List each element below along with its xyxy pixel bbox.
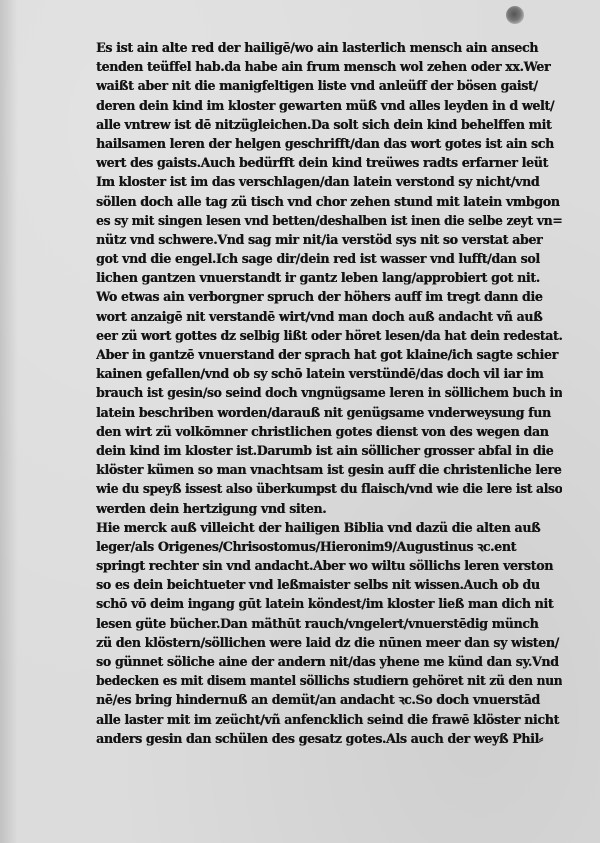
text-line: brauch ist gesin/so seind doch vngnügsame leren in söllichem buch in [96,385,562,401]
text-line: alle laster mit im zeücht/vñ anfencklich seind die frawē klöster nicht [96,711,559,727]
text-line: so es dein beichtueter vnd leßmaister selbs nit wissen.Auch ob du [96,577,540,593]
text-line: Es ist ain alte red der hailigē/wo ain lasterlich mensch ain ansech [96,40,539,55]
text-line: wort anzaigē nit verstandē wirt/vnd man doch auß andacht vñ auß [96,308,543,324]
text-line: Im kloster ist im das verschlagen/dan latein verstond sy nicht/vnd [96,174,540,190]
text-line: got vnd die engel.Ich sage dir/dein red ist wasser vnd lufft/dan sol [96,251,540,267]
text-line: werden dein hertzigung vnd siten. [96,500,327,516]
text-line: deren dein kind im kloster gewarten müß vnd alles leyden in d welt/ [96,97,555,113]
text-line: dein kind im kloster ist.Darumb ist ain söllicher grosser abfal in die [96,442,554,458]
text-line: anders gesin dan schülen des gesatz gotes.Als auch der weyß Phil⸗ [96,730,543,746]
text-line: bedecken es mit disem mantel söllichs studiern gehöret nit zü den nun [96,673,563,689]
text-line: hailsamen leren der helgen geschrifft/dan das wort gotes ist ain sch [96,135,554,151]
paper-hole-mark [506,6,524,24]
text-line: wie du speyß issest also überkumpst du flaisch/vnd wie die lere ist also [96,481,562,497]
blackletter-text-block [96,38,562,748]
text-line: tenden teüffel hab.da habe ain frum mensch wol zehen oder xx.Wer [96,59,551,75]
text-line: Wo etwas ain verborgner spruch der höhers auff im tregt dann die [96,289,543,305]
text-line: waißt aber nit die manigfeltigen liste vnd anleüff der bösen gaist/ [96,78,538,94]
text-line: eer zü wort gottes dz selbig lißt oder höret lesen/da hat dein redestat. [96,327,563,343]
text-line: lesen güte bücher.Dan mäthūt rauch/vngelert/vnuerstēdig münch [96,615,539,631]
text-line: Aber in gantzē vnuerstand der sprach hat got klaine/ich sagte schier [96,347,558,362]
text-line: den wirt zü volkōmner christlichen gotes dienst von des wegen dan [96,423,549,439]
text-line: schō vō deim ingang gūt latein köndest/im kloster ließ man dich nit [96,596,554,612]
text-line: springt rechter sin vnd andacht.Aber wo wiltu söllichs leren verston [96,558,553,574]
text-line: wert des gaists.Auch bedürfft dein kind treüwes radts erfarner leüt [96,155,548,171]
text-line: klöster kümen so man vnachtsam ist gesin auff die christenliche lere [96,462,562,478]
text-line: latein beschriben worden/darauß nit genügsame vnderweysung fun [96,404,551,420]
text-line: so günnet söliche aine der andern nit/das yhene me künd dan sy.Vnd [96,654,559,669]
text-line: kainen gefallen/vnd ob sy schō latein verstündē/das doch vil iar im [96,366,544,382]
text-line: leger/als Origenes/Chrisostomus/Hieronim9/Augustinus ꝛc.ent [96,538,516,554]
text-line: nē/es bring hindernuß an demüt/an andacht ꝛc.So doch vnuerstād [96,692,540,708]
text-line: lichen gantzen vnuerstandt ir gantz leben lang/approbiert got nit. [96,270,540,286]
page-fold-shadow [0,0,18,843]
text-line: Hie merck auß villeicht der hailigen Biblia vnd dazü die alten auß [96,519,541,535]
text-line: alle vntrew ist dē nitzügleichen.Da solt sich dein kind behelffen mit [96,116,552,132]
text-line: es sy mit singen lesen vnd betten/deshalben ist inen die selbe zeyt vn= [96,212,563,228]
text-line: söllen doch alle tag zü tisch vnd chor zehen stund mit latein vmbgon [96,193,560,209]
text-line: nütz vnd schwere.Vnd sag mir nit/ia verstöd sys nit so verstat aber [96,231,543,247]
text-line: zü den klöstern/söllichen were laid dz die nūnen meer dan sy wisten/ [96,634,559,650]
